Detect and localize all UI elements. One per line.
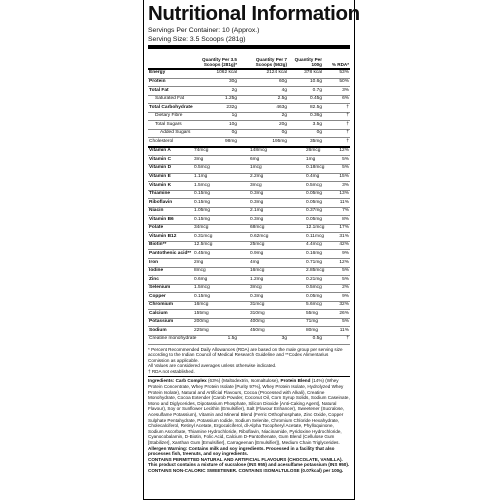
row-qty-double: 4mg [238,259,288,268]
row-qty-100g: 71mg [288,318,323,327]
header-blank [148,49,190,69]
row-rda: 31% [323,233,350,242]
row-rda: † [323,121,350,130]
row-qty-100g: 82.5g [288,104,323,113]
row-qty-serving: 1.05mg [190,207,238,216]
row-qty-100g: 0.5g [288,335,323,344]
table-row [148,199,350,208]
table-row [148,284,350,293]
row-rda: 2% [323,284,350,293]
row-qty-double: 60g [238,78,288,87]
row-name: Dietary Fibre [148,112,190,121]
table-row [148,327,350,336]
row-qty-serving: 1.25g [190,95,238,104]
row-qty-serving: 0.5mcg [190,165,238,174]
row-rda: 6% [323,95,350,104]
row-qty-serving: 8mcg [190,267,238,276]
row-qty-serving: 1.5mcg [190,284,238,293]
row-qty-double: 463g [238,104,288,113]
nutrition-rows [148,69,350,344]
table-row [148,267,350,276]
table-row [148,318,350,327]
table-row [148,241,350,250]
nutrition-table [148,49,350,345]
row-qty-serving: 0.15mg [190,190,238,199]
row-qty-double: 2124 kcal [238,69,288,78]
row-qty-100g: 5.6mcg [288,301,323,310]
row-qty-100g: 0.4mg [288,173,323,182]
row-rda: 15% [323,173,350,182]
row-qty-serving: 1.1mg [190,173,238,182]
row-qty-double: 2g [238,112,288,121]
row-qty-double: 68mcg [238,224,288,233]
allergen-warning: Allergen Warning: Contains milk and soy ingredients. Processed in a facility that also processes fish, treenuts, and soy ingredients. [148,445,335,457]
row-rda: † [323,129,350,138]
row-qty-double: 3mcg [238,284,288,293]
row-rda: 50% [323,78,350,87]
row-qty-serving: 232g [190,104,238,113]
header-qty-double: Quantity Per 7 Scoops (562g) [255,56,287,67]
row-qty-double: 1mcg [238,165,288,174]
header-qty-serving: Quantity Per 3.5 Scoops (281g)* [202,56,237,67]
row-qty-serving: 30g [190,78,238,87]
row-name: Iodine [148,267,190,276]
row-qty-double: 0.3mg [238,293,288,302]
row-qty-double: 0g [238,129,288,138]
row-qty-serving: 155mg [190,310,238,319]
row-qty-serving: 0.6mg [190,276,238,285]
row-qty-100g: 0g [288,129,323,138]
table-row [148,190,350,199]
ingredients-carb-text: (63%) (Maltodextrin, Isomaltulose), [208,378,280,384]
row-qty-100g: 0.16mg [288,250,323,259]
row-qty-100g: 0.36g [288,112,323,121]
footnote-dagger: † RDA not established. [148,368,195,374]
row-name: Calcium [148,310,190,319]
row-rda: 3% [323,87,350,96]
row-name: Vitamin C [148,156,190,165]
table-row [148,335,350,344]
row-qty-double: 195mg [238,138,288,147]
row-rda: 7% [323,207,350,216]
row-qty-100g: 3.5g [288,121,323,130]
table-header [148,49,350,69]
table-row [148,182,350,191]
row-qty-double: 25mcg [238,241,288,250]
row-qty-100g: 0.71mg [288,259,323,268]
row-qty-100g: 0.21mg [288,276,323,285]
row-qty-double: 450mg [238,327,288,336]
row-qty-double: 0.3mg [238,199,288,208]
row-rda: 11% [323,327,350,336]
table-row [148,165,350,174]
row-rda: 32% [323,301,350,310]
row-name: Energy [148,69,190,78]
row-name: Saturated Fat [148,95,190,104]
row-qty-serving: 0.15mg [190,216,238,225]
row-qty-100g: 2.85mcg [288,267,323,276]
row-qty-double: 400mg [238,318,288,327]
table-row [148,147,350,156]
row-qty-double: 310mg [238,310,288,319]
table-row [148,224,350,233]
row-name: Biotin** [148,241,190,250]
table-row [148,207,350,216]
row-qty-double: 0.9mg [238,250,288,259]
row-qty-double: 16mcg [238,267,288,276]
row-name: Total Fat [148,87,190,96]
row-name: Vitamin A [148,147,190,156]
row-qty-100g: 12.1mcg [288,224,323,233]
row-qty-double: 4g [238,87,288,96]
table-row [148,121,350,130]
row-qty-double: 2.1mg [238,207,288,216]
row-rda: 5% [323,165,350,174]
table-row [148,250,350,259]
row-qty-serving: 0.31mcg [190,233,238,242]
row-qty-100g: 35mg [288,138,323,147]
row-qty-serving: 1.5mcg [190,182,238,191]
table-row [148,95,350,104]
table-row [148,310,350,319]
row-rda: 12% [323,147,350,156]
row-name: Copper [148,293,190,302]
row-qty-serving: 225mg [190,327,238,336]
row-qty-serving: 2mg [190,259,238,268]
footnotes [148,347,350,375]
row-qty-serving: 98mg [190,138,238,147]
row-name: Iron [148,259,190,268]
row-qty-double: 6mg [238,156,288,165]
table-row [148,173,350,182]
row-name: Thiamine [148,190,190,199]
row-qty-serving: 1.5g [190,335,238,344]
row-name: Sodium [148,327,190,336]
table-row [148,233,350,242]
row-rda: 11% [323,199,350,208]
row-qty-serving: 1g [190,112,238,121]
row-name: Vitamin K [148,182,190,191]
row-name: Vitamin B6 [148,216,190,225]
row-qty-100g: 0.05mg [288,190,323,199]
row-name: Niacin [148,207,190,216]
header-qty-100g: Quantity Per 100g [294,56,322,67]
row-name: Total Carbohydrate [148,104,190,113]
row-name: Creatine monohydrate [148,335,190,344]
table-row [148,112,350,121]
row-qty-100g: 55mg [288,310,323,319]
row-qty-100g: 0.7g [288,87,323,96]
servings-per-container: Servings Per Container: 10 (Approx.) [148,27,260,34]
row-qty-serving: 12.5mcg [190,241,238,250]
row-name: Vitamin B12 [148,233,190,242]
row-qty-100g: 26mcg [288,147,323,156]
row-qty-serving: 0g [190,129,238,138]
row-rda: † [323,104,350,113]
row-qty-serving: 10g [190,121,238,130]
row-name: Selenium [148,284,190,293]
row-rda: 12% [323,259,350,268]
row-name: Vitamin D [148,165,190,174]
row-qty-serving: 2g [190,87,238,96]
row-name: Riboflavin [148,199,190,208]
ingredients-carb-label: Carb Complex [175,378,207,384]
footnote-rda: * Percent Recommended Daily Allowances (RDA) are based on the male group per serving size according to the Indian Council of Medical Research Guideline and **Codex Alimentarius Comission as applicable. [148,346,343,363]
table-row [148,156,350,165]
row-name: Total Sugars [148,121,190,130]
row-qty-serving: 1062 kcal [190,69,238,78]
ingredients-text: (14%) (Whey Protein Concentrate, Whey Protein Isolate [Purity 97%], Whey Protein Isolate, Hydrolyzed Whey Protein Isolate), Natural and Artificial Flavours, Cocoa (Processed with Alkali), Creatine Monohydrate, Cocoa Extender (Carob Powder, Coconut Oil, Corn Syrup Solids, Sodium Caseinate, Mono and Diglycerides, Dipotassium Phosphate, Silicon Dioxide [Anti-Caking Agent], Natural Flavour), Soy or Sunflower Lecithin (Emulsifier), Salt (Flavour Enhancer), Sweetener (Sucralose, Acesulfame Potassium), Vitamin and Mineral Blend (Ferric Orthophosphate, Zinc Oxide, Copper Sulphate Pentahydrate, Potassium Iodide, Sodium Selenite, Chromium Chloride Hexahydrate, Cholecalciferol, Retinyl Acetate, Ergocalciferol, dl-Alpha Tocopheryl Acetate, Phylloquinone, Sodium Ascorbate, Thiamine Hydrochloride, Riboflavin, Niacinamide, Pyridoxine Hydrochloride, Cyanocobalamin, D-Biotin, Folic Acid, Calcium D-Pantothenate, Gum Blend (Cellulose Gum [Stabilizer], Xanthan Gum [Emulsifier], Carrageenan [Emulsifier]), Medium Chain Triglycerides. [148,378,350,445]
table-row [148,216,350,225]
row-name: Added Sugars [148,129,190,138]
row-rda: 42% [323,241,350,250]
row-qty-100g: 0.5mcg [288,284,323,293]
table-row [148,69,350,78]
table-row [148,259,350,268]
row-rda: 5% [323,318,350,327]
row-name: Chromium [148,301,190,310]
ingredients [148,378,350,445]
row-name: Pantothenic acid** [148,250,190,259]
row-qty-serving: 3mg [190,156,238,165]
row-qty-serving: 74mcg [190,147,238,156]
ingredients-label: Ingredients: [148,378,175,384]
row-qty-100g: 0.05mg [288,216,323,225]
row-name: Zinc [148,276,190,285]
footnote-averages: All Values are considered averages unless otherwise indicated. [148,363,277,369]
contains-statement: CONTAINS PERMITTED NATURAL AND ARTIFICIAL FLAVOURS (CHOCOLATE, VANILLA). This product contains a mixture of sucralose (INS 955) and acesulfame potassium (INS 950). CONTAINS NON-CALORIC SWEETENER. CONTAINS ISOMALTULOSE (0.07kcal) per 100g. [148,456,350,473]
row-qty-double: 0.3mg [238,216,288,225]
serving-size: Serving Size: 3.5 Scoops (281g) [148,35,246,43]
row-name: Vitamin E [148,173,190,182]
row-rda: † [323,335,350,344]
row-qty-double: 31mcg [238,301,288,310]
nutrition-panel [143,0,360,500]
row-qty-serving: 0.15mg [190,293,238,302]
row-qty-100g: 80mg [288,327,323,336]
row-qty-double: 3mcg [238,182,288,191]
row-rda: 26% [323,310,350,319]
table-row [148,129,350,138]
table-row [148,138,350,147]
row-qty-serving: 0.15mg [190,199,238,208]
row-rda: 9% [323,293,350,302]
row-rda: 3% [323,182,350,191]
row-qty-serving: 0.45mg [190,250,238,259]
row-qty-100g: 0.11mcg [288,233,323,242]
row-qty-serving: 34mcg [190,224,238,233]
row-rda: 5% [323,156,350,165]
row-qty-serving: 200mg [190,318,238,327]
table-row [148,78,350,87]
row-qty-double: 0.62mcg [238,233,288,242]
row-qty-100g: 4.4mcg [288,241,323,250]
row-qty-double: 20g [238,121,288,130]
row-qty-100g: 0.18mcg [288,165,323,174]
table-row [148,276,350,285]
row-qty-100g: 0.37mg [288,207,323,216]
table-row [148,87,350,96]
row-rda: 13% [323,190,350,199]
row-rda: 17% [323,224,350,233]
row-rda: 5% [323,267,350,276]
row-qty-serving: 16mcg [190,301,238,310]
row-rda: 5% [323,276,350,285]
row-qty-100g: 0.05mg [288,199,323,208]
table-row [148,293,350,302]
row-rda: † [323,112,350,121]
row-qty-100g: 1mg [288,156,323,165]
header-rda: % RDA* [331,61,349,67]
row-rda: 8% [323,216,350,225]
row-qty-double: 2.5g [238,95,288,104]
panel-title: Nutritional Information [148,2,360,25]
table-row [148,301,350,310]
table-row [148,104,350,113]
row-qty-100g: 10.6g [288,78,323,87]
divider [148,376,350,377]
row-qty-100g: 0.5mcg [288,182,323,191]
row-name: Cholesterol [148,138,190,147]
row-qty-double: 2.2mg [238,173,288,182]
row-rda: 9% [323,250,350,259]
row-name: Protein [148,78,190,87]
row-qty-100g: 0.05mg [288,293,323,302]
row-rda: 53% [323,69,350,78]
row-qty-double: 0.3mg [238,190,288,199]
row-rda: † [323,138,350,147]
row-qty-double: 148mcg [238,147,288,156]
row-qty-double: 1.2mg [238,276,288,285]
row-qty-double: 3g [238,335,288,344]
row-name: Folate [148,224,190,233]
row-qty-100g: 378 kcal [288,69,323,78]
row-name: Potassium [148,318,190,327]
ingredients-protein-label: Protein Blend [280,378,311,384]
row-qty-100g: 0.45g [288,95,323,104]
